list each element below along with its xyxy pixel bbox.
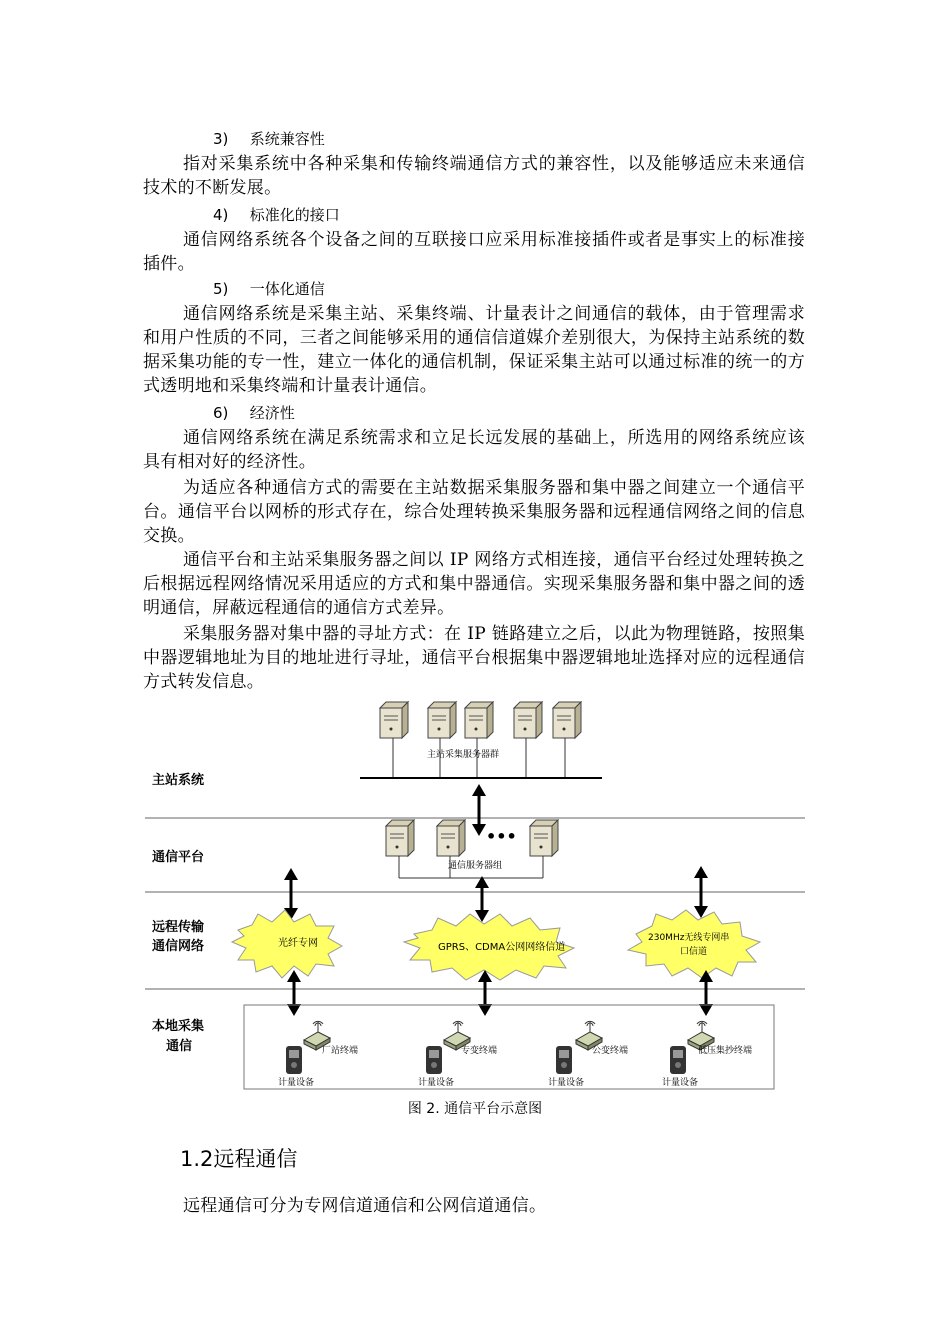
meter-label: 计量设备 (278, 1078, 315, 1088)
list-item-number: 5) (213, 280, 229, 298)
paragraph: 通信网络系统在满足系统需求和立足长远发展的基础上，所选用的网络系统应该具有相对好的经济性。 (143, 428, 805, 472)
paragraph: 指对采集系统中各种采集和传输终端通信方式的兼容性，以及能够适应未来通信技术的不断发展。 (143, 154, 805, 198)
double-arrow (287, 970, 301, 1016)
list-item-label: 经济性 (249, 404, 295, 422)
paragraph: 通信平台和主站采集服务器之间以 IP 网络方式相连接，通信平台经过处理转换之后根据远程网络情况采用适应的方式和集中器通信。实现采集服务器和集中器之间的透明通信，屏蔽远程通信的通信方式差异。 (143, 550, 805, 618)
double-arrow (478, 970, 492, 1016)
network-label-radio-1: 230MHz无线专网串 (648, 933, 730, 943)
more-servers-dots: ••• (486, 827, 517, 846)
list-item-label: 标准化的接口 (249, 206, 340, 224)
layer-label-local-1: 本地采集 (152, 1019, 205, 1034)
layer-label-remote-1: 远程传输 (152, 920, 205, 935)
meter-icon (670, 1046, 686, 1074)
server-icon (530, 820, 558, 856)
network-label-fiber: 光纤专网 (278, 938, 318, 949)
paragraph: 通信网络系统是采集主站、采集终端、计量表计之间通信的载体，由于管理需求和用户性质的不同，三者之间能够采用的通信信道媒介差别很大，为保持主站系统的数据采集功能的专一性，建立一体化的通信机制，保证采集主站可以通过标准的统一的方式透明地和采集终端和计量表计通信。 (143, 304, 805, 396)
layer-label-remote-2: 通信网络 (152, 939, 205, 954)
layer-label-local-2: 通信 (166, 1039, 193, 1054)
double-arrow (475, 876, 489, 922)
master-server-group (360, 702, 602, 778)
server-icon (514, 702, 542, 738)
layer-label-platform: 通信平台 (152, 850, 205, 865)
server-icon (428, 702, 456, 738)
meter-icon (556, 1046, 572, 1074)
list-item-number: 3) (213, 130, 229, 148)
meter-label: 计量设备 (548, 1078, 585, 1088)
paragraph: 采集服务器对集中器的寻址方式：在 IP 链路建立之后，以此为物理链路，按照集中器逻辑地址为目的地址进行寻址，通信平台根据集中器逻辑地址选择对应的远程通信方式转发信息。 (143, 624, 805, 692)
meter-icon (426, 1046, 442, 1074)
double-arrow (472, 784, 486, 836)
comm-server-group (386, 820, 558, 878)
server-icon (380, 702, 408, 738)
server-icon (553, 702, 581, 738)
paragraph: 为适应各种通信方式的需要在主站数据采集服务器和集中器之间建立一个通信平台。通信平台以网桥的形式存在，综合处理转换采集服务器和远程通信网络之间的信息交换。 (143, 478, 805, 546)
layer-label-master: 主站系统 (152, 773, 205, 788)
section-heading: 1.2远程通信 (180, 1147, 298, 1171)
paragraph: 通信网络系统各个设备之间的互联接口应采用标准接插件或者是事实上的标准接插件。 (143, 230, 805, 274)
meter-icon (286, 1046, 302, 1074)
network-label-gprs: GPRS、CDMA公网网络信道 (438, 942, 566, 953)
list-item-label: 一体化通信 (249, 280, 325, 298)
list-item-label: 系统兼容性 (249, 130, 325, 148)
network-label-radio-2: 口信道 (680, 947, 708, 957)
list-item-number: 6) (213, 404, 229, 422)
terminal-label: 低压集抄终端 (698, 1046, 753, 1056)
radio-network-burst (628, 910, 760, 978)
terminal-label: 厂站终端 (322, 1046, 359, 1056)
meter-label: 计量设备 (418, 1078, 455, 1088)
server-icon (386, 820, 414, 856)
paragraph: 远程通信可分为专网信道通信和公网信道通信。 (183, 1196, 547, 1216)
terminal-label: 公变终端 (592, 1046, 629, 1056)
meter-label: 计量设备 (662, 1078, 699, 1088)
server-group-label: 主站采集服务器群 (427, 750, 500, 760)
server-icon (437, 820, 465, 856)
list-item-number: 4) (213, 206, 229, 224)
comm-server-label: 通信服务器组 (448, 861, 503, 871)
figure-caption: 图 2. 通信平台示意图 (407, 1101, 543, 1117)
server-icon (465, 702, 493, 738)
terminal-label: 专变终端 (461, 1046, 498, 1056)
